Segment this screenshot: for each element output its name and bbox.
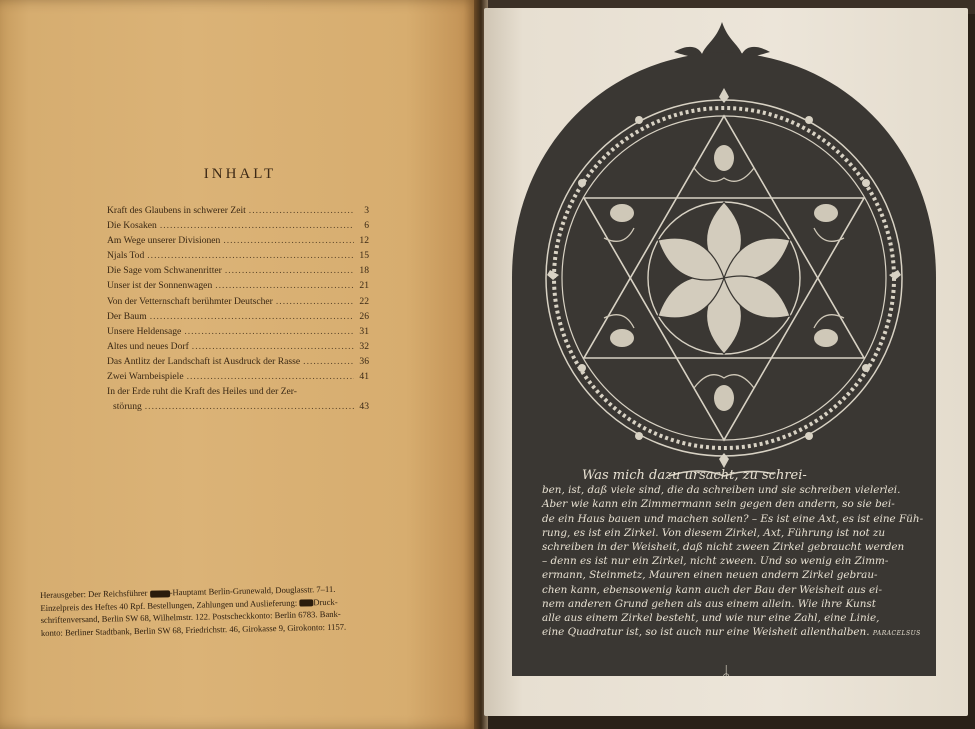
toc-entry-title: Die Kosaken [107, 220, 157, 232]
toc-entry-title: Das Antlitz der Landschaft ist Ausdruck der Rasse [107, 355, 301, 367]
toc-entry [107, 341, 369, 356]
toc-entry-title: Der Baum [107, 310, 147, 322]
quote-line: alle aus einem Zirkel besteht, und wie nur eine Zahl, eine Linie, [542, 612, 880, 625]
imprint-line: Herausgeber: Der Reichsführer -Hauptamt Berlin-Grunewald, Douglasstr. 7–11. [40, 583, 336, 600]
toc-entry-title: Zwei Warnbeispiele [107, 371, 184, 383]
toc-entry [107, 205, 369, 220]
calligraphy-quote [542, 469, 927, 641]
toc-leader-dots [249, 205, 354, 216]
toc-entry-page: 32 [359, 340, 369, 352]
toc-entry-page: 6 [364, 220, 369, 232]
toc-entry-page: 3 [364, 205, 369, 216]
quote-line: schreiben in der Weisheit, daß nicht zween Zirkel gebraucht werden [542, 541, 905, 554]
quote-line: Was mich dazu ursacht, zu schrei- [582, 468, 807, 483]
toc-leader-dots [303, 356, 354, 367]
toc-entry [107, 371, 369, 386]
rune-symbol: ᛦ [722, 664, 731, 680]
quote-line: de ein Haus bauen und machen sollen? – Es ist eine Axt, es ist eine Füh- [542, 512, 924, 525]
quote-author: PARACELSUS [872, 630, 921, 638]
toc-entry [107, 356, 369, 371]
toc-leader-dots [223, 235, 354, 246]
toc-entry-page: 26 [359, 310, 369, 322]
quote-line: eine Quadratur ist, so ist auch nur eine Weisheit allenthalben. PARACELSUS [542, 626, 921, 639]
toc-entry-page: 43 [359, 401, 369, 413]
quote-line: nem anderen Grund gehen als aus einem allein. Wie ihre Kunst [542, 597, 876, 610]
quote-line: – denn es ist nur ein Zirkel, nicht zween. Und so wenig ein Zimm- [542, 555, 889, 568]
toc-entry [107, 235, 369, 250]
toc-leader-dots [150, 311, 354, 322]
toc-entry [107, 265, 369, 280]
publisher-imprint [40, 580, 449, 639]
toc-leader-dots [276, 296, 354, 307]
toc-leader-dots [215, 280, 354, 291]
quote-line: ermann, Steinmetz, Mauren einen neuen andern Zirkel gebrau- [542, 569, 878, 582]
toc-entry-page: 41 [359, 371, 369, 383]
toc-entry-title: In der Erde ruht die Kraft des Heiles und der Zer- [107, 386, 298, 398]
toc-entry-page: 18 [359, 265, 369, 277]
table-of-contents [107, 205, 369, 416]
toc-entry-page: 21 [359, 280, 369, 292]
toc-entry-title: Altes und neues Dorf [107, 340, 189, 352]
quote-line: Aber wie kann ein Zimmermann sein gegen den andern, so sie bei- [542, 498, 895, 511]
toc-entry [107, 311, 369, 326]
toc-entry-title: Unser ist der Sonnenwagen [107, 280, 213, 292]
toc-entry-title: Kraft des Glaubens in schwerer Zeit [107, 205, 246, 216]
toc-heading: INHALT [203, 166, 277, 182]
toc-entry [107, 326, 369, 341]
toc-entry [107, 386, 369, 401]
toc-leader-dots [147, 250, 354, 261]
toc-entry [107, 280, 369, 295]
toc-leader-dots [225, 265, 354, 276]
quote-line: rung, es ist ein Zirkel. Von diesem Zirkel, Axt, Führung ist not zu [542, 526, 886, 539]
toc-entry-title: Von der Vetternschaft berühmter Deutscher [107, 295, 273, 307]
toc-entry-title: Njals Tod [107, 250, 145, 262]
toc-entry [107, 401, 369, 416]
quote-line: ben, ist, daß viele sind, die da schreiben und sie schreiben vielerlei. [542, 484, 901, 497]
toc-entry-title: Am Wege unserer Divisionen [107, 235, 221, 247]
redacted-mark [299, 599, 313, 606]
toc-entry [107, 296, 369, 311]
toc-leader-dots [192, 341, 354, 352]
toc-entry-page: 36 [359, 355, 369, 367]
toc-entry-page: 22 [359, 295, 369, 307]
toc-leader-dots [145, 401, 354, 412]
toc-entry-page: 12 [359, 235, 369, 247]
toc-entry-page: 15 [359, 250, 369, 262]
toc-entry [107, 220, 369, 235]
toc-entry-page: 31 [359, 325, 369, 337]
toc-leader-dots [160, 220, 354, 231]
toc-entry-title: störung [113, 401, 142, 413]
toc-entry-title: Die Sage vom Schwanenritter [107, 265, 222, 277]
quote-line: chen kann, ebensowenig kann auch der Bau der Weisheit aus ei- [542, 583, 883, 596]
imprint-line: konto: Berliner Stadtbank, Berlin SW 68, Friedrichstr. 46, Girokasse 9, Girokonto: 1157. [40, 621, 347, 638]
imprint-line: Einzelpreis des Heftes 40 Rpf. Bestellungen, Zahlungen und Auslieferung: Druck- [40, 596, 338, 613]
redacted-mark [150, 590, 170, 597]
toc-entry [107, 250, 369, 265]
toc-leader-dots [184, 326, 354, 337]
toc-entry-title: Unsere Heldensage [107, 325, 182, 337]
toc-leader-dots [187, 371, 354, 382]
imprint-line: schriftenversand, Berlin SW 68, Wilhelmstr. 122. Postscheckkonto: Berlin 6783. Bank- [40, 608, 341, 626]
